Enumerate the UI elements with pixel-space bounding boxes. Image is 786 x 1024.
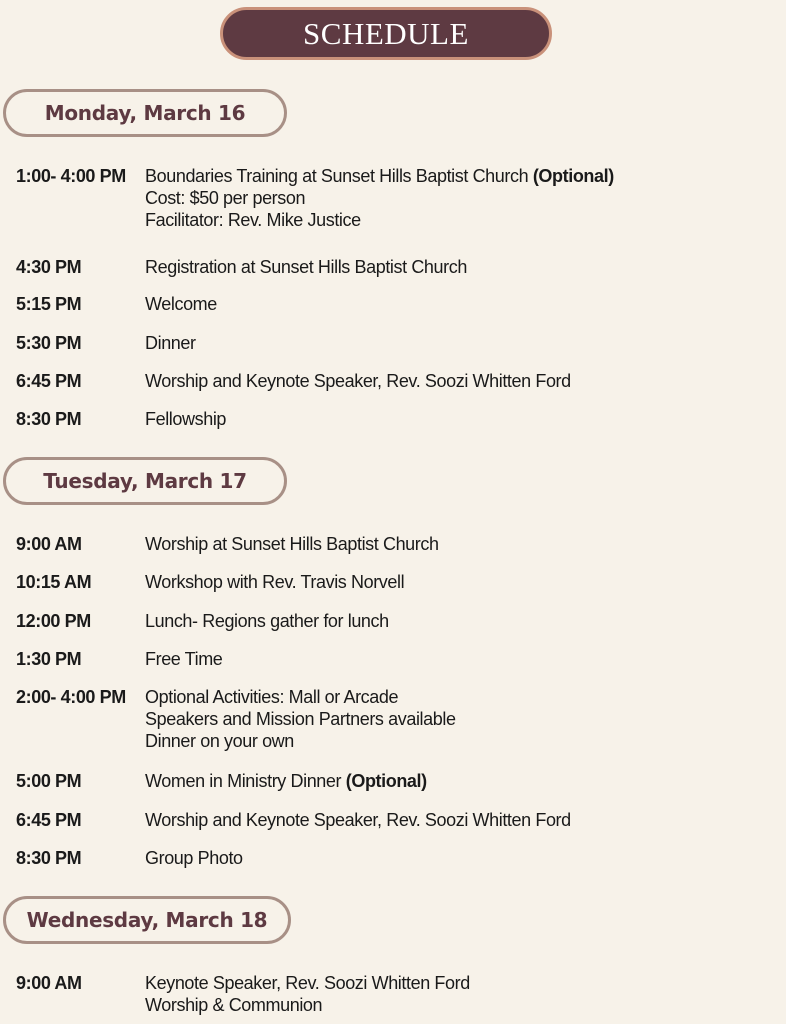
event-line: Women in Ministry Dinner: [145, 771, 342, 791]
schedule-item: [16, 972, 765, 1016]
optional-tag: (Optional): [345, 771, 427, 791]
event-description: Worship and Keynote Speaker, Rev. Soozi Whitten Ford: [145, 371, 571, 391]
event-time: 9:00 AM: [16, 534, 82, 554]
event-time: 1:30 PM: [16, 649, 82, 669]
event-description: Worship and Keynote Speaker, Rev. Soozi Whitten Ford: [145, 810, 571, 830]
day-label: Wednesday, March 18: [26, 908, 268, 932]
schedule-item: [16, 610, 765, 632]
event-description: Worship at Sunset Hills Baptist Church: [145, 534, 439, 554]
event-time: 2:00- 4:00 PM: [16, 687, 126, 707]
schedule-item: [16, 256, 765, 278]
event-time: 8:30 PM: [16, 848, 82, 868]
day-label: Monday, March 16: [44, 101, 246, 125]
event-line: Optional Activities: Mall or Arcade: [145, 687, 399, 707]
event-time: 6:45 PM: [16, 371, 82, 391]
event-time: 6:45 PM: [16, 810, 82, 830]
event-time: 5:00 PM: [16, 771, 82, 791]
event-line: Speakers and Mission Partners available: [145, 709, 456, 729]
schedule-item: [16, 332, 765, 354]
event-time: 9:00 AM: [16, 973, 82, 993]
event-description: [145, 686, 765, 752]
day-label: Tuesday, March 17: [43, 469, 247, 493]
schedule-item: [16, 293, 765, 315]
event-description: Free Time: [145, 649, 223, 669]
schedule-item: [16, 770, 765, 792]
event-time: 5:30 PM: [16, 333, 82, 353]
event-description: Group Photo: [145, 848, 243, 868]
event-description: Registration at Sunset Hills Baptist Church: [145, 257, 467, 277]
event-description: Lunch- Regions gather for lunch: [145, 611, 389, 631]
schedule-item: [16, 370, 765, 392]
event-time: 12:00 PM: [16, 611, 91, 631]
event-time: 10:15 AM: [16, 572, 92, 592]
schedule-item: [16, 408, 765, 430]
schedule-item: [16, 809, 765, 831]
event-line: Dinner on your own: [145, 731, 294, 751]
event-description: Welcome: [145, 294, 217, 314]
event-time: 8:30 PM: [16, 409, 82, 429]
event-time: 4:30 PM: [16, 257, 82, 277]
day-header-wednesday: [3, 896, 291, 944]
event-description: [145, 770, 765, 792]
optional-tag: (Optional): [532, 166, 614, 186]
event-line: Keynote Speaker, Rev. Soozi Whitten Ford: [145, 973, 470, 993]
day-header-tuesday: [3, 457, 287, 505]
schedule-item: [16, 533, 765, 555]
schedule-item: [16, 686, 765, 752]
event-description: Fellowship: [145, 409, 227, 429]
event-time: 1:00- 4:00 PM: [16, 166, 126, 186]
event-description: [145, 165, 765, 231]
event-description: Workshop with Rev. Travis Norvell: [145, 572, 405, 592]
schedule-item: [16, 847, 765, 869]
event-line: Cost: $50 per person: [145, 188, 306, 208]
event-line: Worship & Communion: [145, 995, 323, 1015]
event-description: Dinner: [145, 333, 196, 353]
schedule-item: [16, 648, 765, 670]
event-description: [145, 972, 765, 1016]
schedule-item: [16, 165, 765, 231]
schedule-title-banner: [220, 7, 552, 60]
event-line: Boundaries Training at Sunset Hills Baptist Church: [145, 166, 529, 186]
day-header-monday: [3, 89, 287, 137]
schedule-item: [16, 571, 765, 593]
page-title: SCHEDULE: [303, 15, 469, 51]
event-line: Facilitator: Rev. Mike Justice: [145, 210, 361, 230]
event-time: 5:15 PM: [16, 294, 82, 314]
